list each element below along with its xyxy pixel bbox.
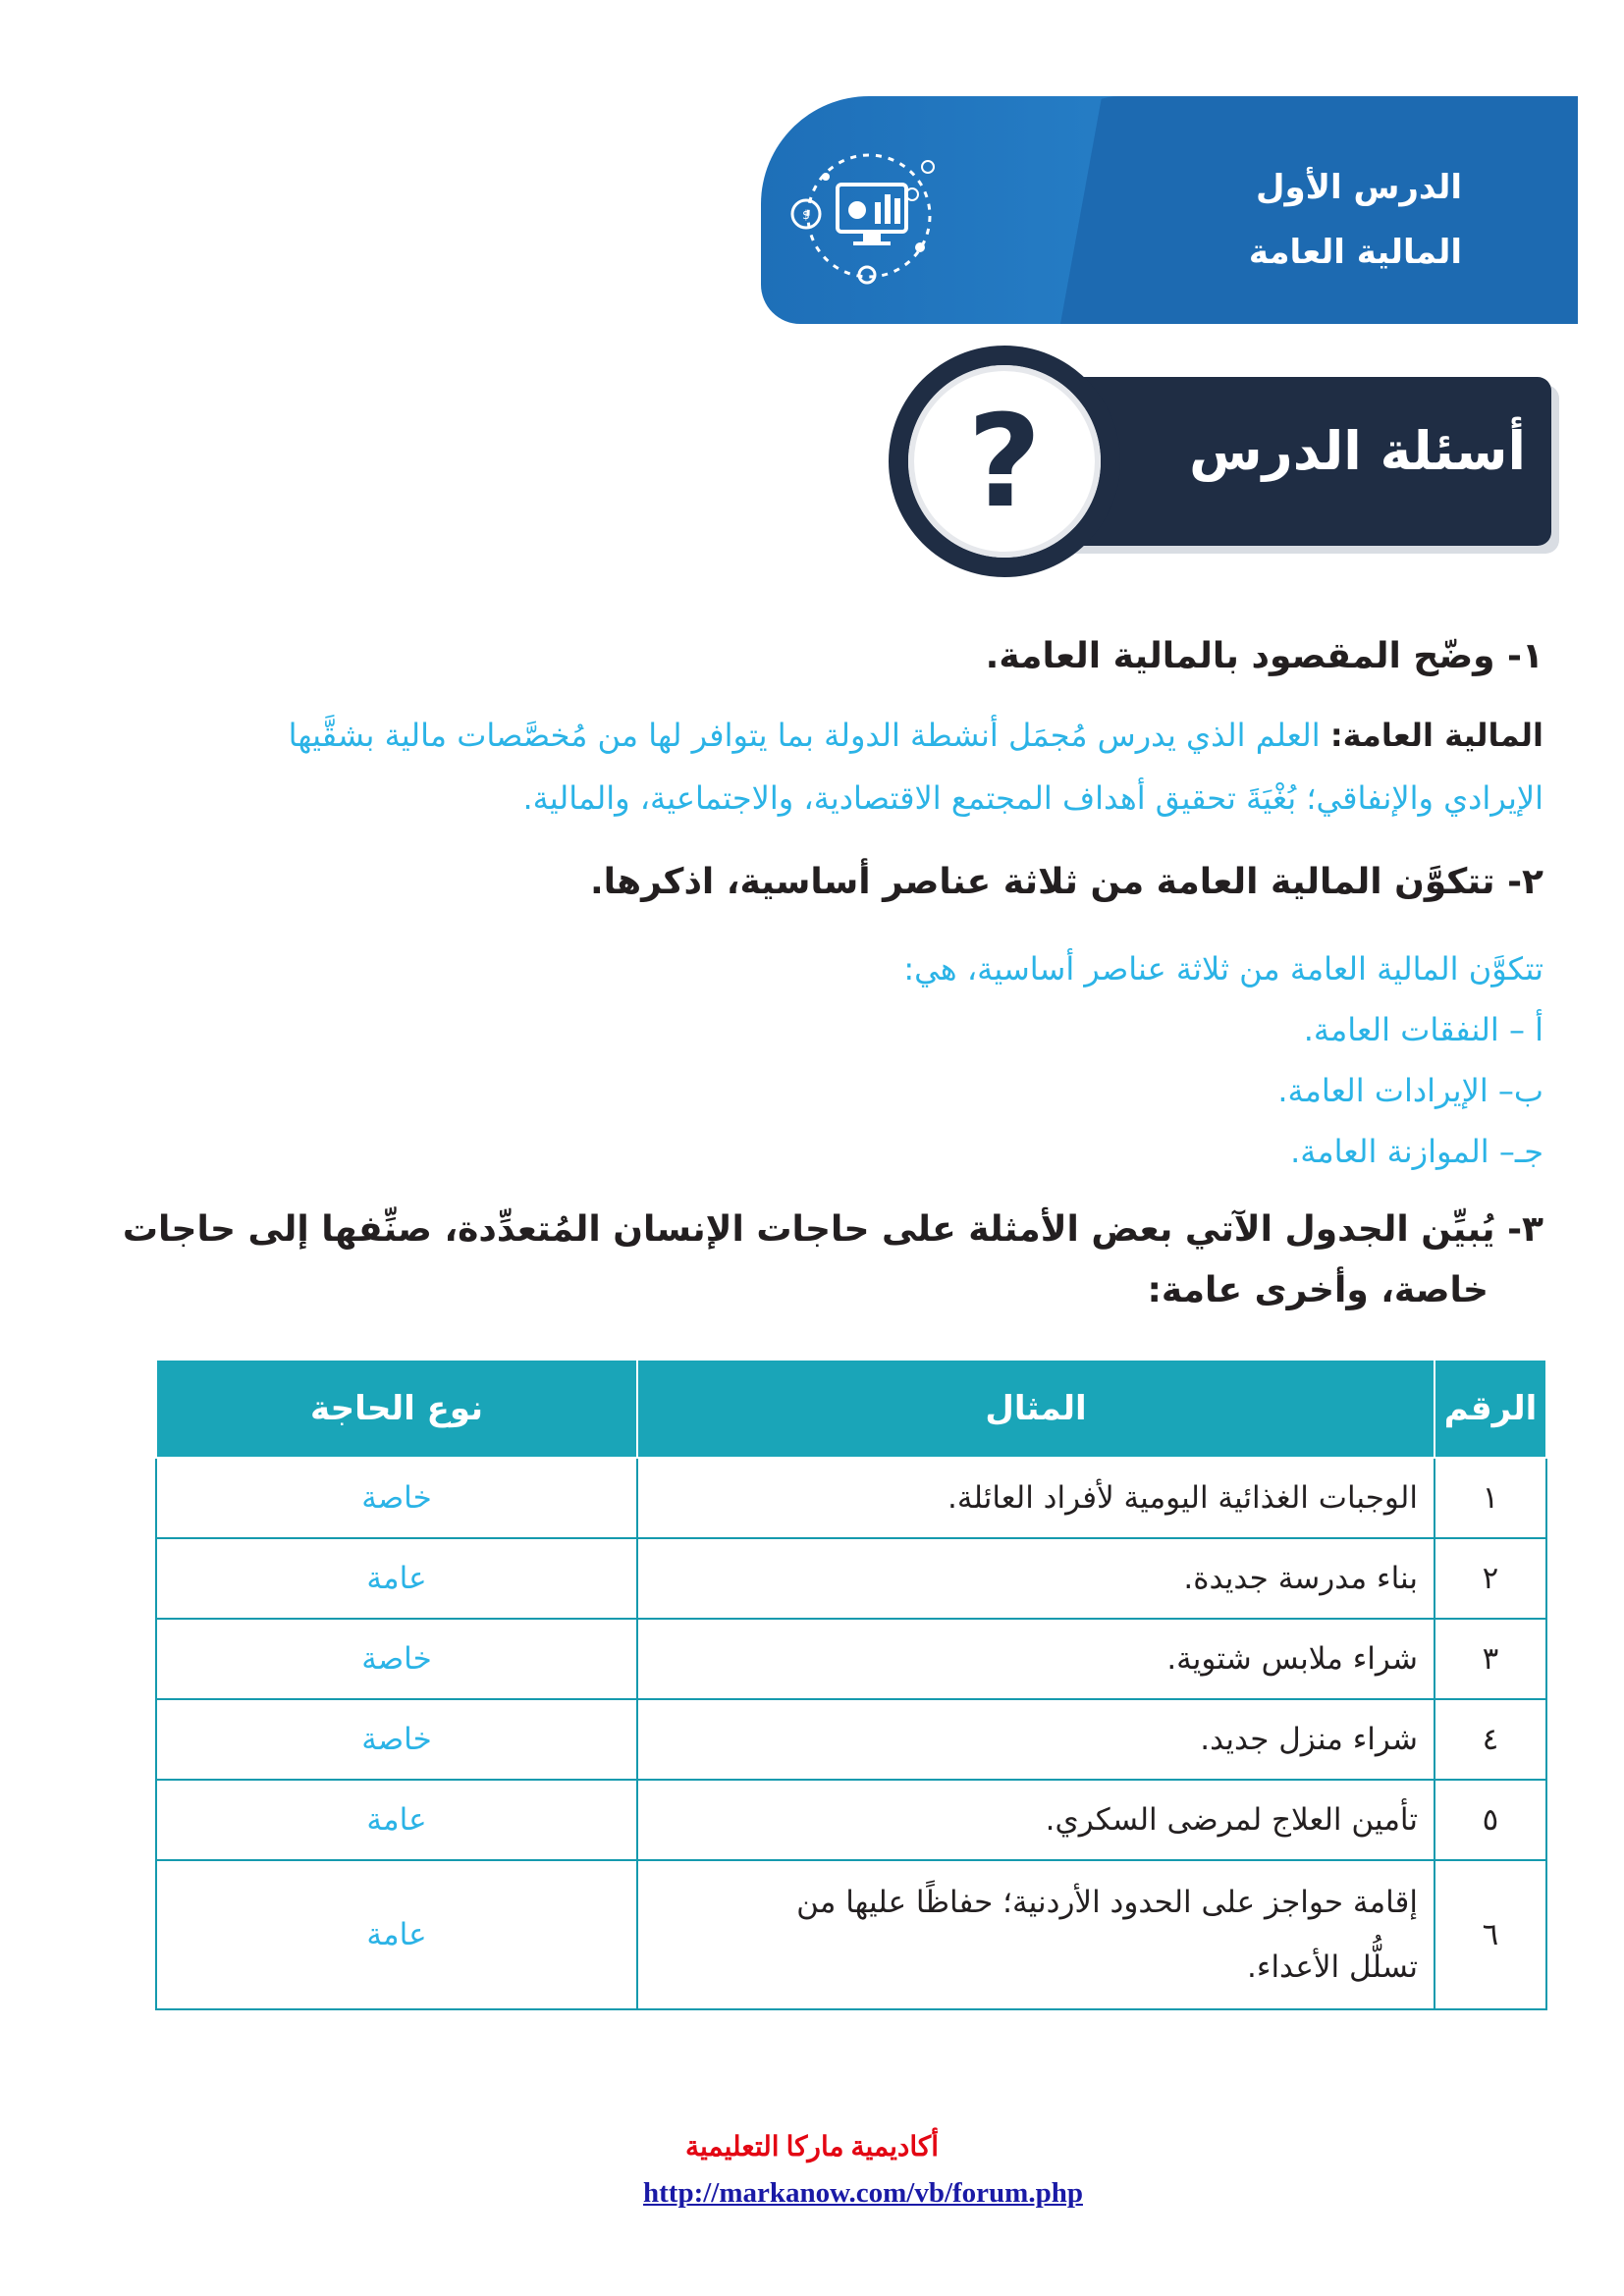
cell-num: ٣ [1435, 1619, 1546, 1699]
cell-example: الوجبات الغذائية اليومية لأفراد العائلة. [637, 1458, 1435, 1538]
question-2: ٢- تتكوَّن المالية العامة من ثلاثة عناصر أساسية، اذكرها. [589, 862, 1543, 902]
table-row [156, 1780, 1546, 1860]
table-row [156, 1619, 1546, 1699]
question-3-line-1: ٣- يُبيِّن الجدول الآتي بعض الأمثلة على حاجات الإنسان المُتعدِّدة، صنِّفها إلى حاجات [122, 1209, 1543, 1250]
cell-example-line-1: إقامة حواجز على الحدود الأردنية؛ حفاظًا عليها من [796, 1885, 1418, 1920]
cell-type: عامة [156, 1538, 637, 1619]
cell-example [637, 1860, 1435, 2009]
question-1: ١- وضّح المقصود بالمالية العامة. [985, 636, 1543, 676]
lesson-heading [1249, 155, 1462, 285]
cell-num: ٦ [1435, 1860, 1546, 2009]
table-row [156, 1458, 1546, 1538]
lesson-label: الدرس الأول [1256, 168, 1462, 207]
finance-illustration-icon [781, 137, 957, 294]
cell-type: خاصة [156, 1699, 637, 1780]
cell-num: ٥ [1435, 1780, 1546, 1860]
table-row [156, 1860, 1546, 2009]
answer-1-line-1 [289, 717, 1543, 754]
answer-2-item: أ – النفقات العامة. [1303, 1011, 1543, 1048]
cell-example: شراء منزل جديد. [637, 1699, 1435, 1780]
header-example: المثال [637, 1360, 1435, 1458]
answer-2-item: ب– الإيرادات العامة. [1277, 1072, 1543, 1109]
cell-example: شراء ملابس شتوية. [637, 1619, 1435, 1699]
question-3-line-2: خاصة، وأخرى عامة: [1147, 1270, 1489, 1310]
cell-num: ٤ [1435, 1699, 1546, 1780]
footer-academy-name: أكاديمية ماركا التعليمية [684, 2132, 940, 2163]
table-row [156, 1538, 1546, 1619]
lesson-title: المالية العامة [1248, 233, 1462, 272]
section-title: أسئلة الدرس [1189, 420, 1526, 482]
answer-1-term: المالية العامة: [1329, 717, 1543, 754]
answer-2-item: جـ– الموازنة العامة. [1290, 1133, 1543, 1170]
table-row [156, 1699, 1546, 1780]
cell-num: ١ [1435, 1458, 1546, 1538]
needs-table [155, 1359, 1547, 2010]
table-header-row [156, 1360, 1546, 1458]
cell-num: ٢ [1435, 1538, 1546, 1619]
footer-forum-link[interactable]: http://markanow.com/vb/forum.php [643, 2177, 1083, 2209]
answer-2-intro: تتكوَّن المالية العامة من ثلاثة عناصر أساسية، هي: [903, 950, 1543, 988]
svg-text:$: $ [802, 208, 810, 222]
header-num: الرقم [1435, 1360, 1546, 1458]
question-mark-icon: ? [908, 365, 1101, 558]
cell-type: خاصة [156, 1458, 637, 1538]
cell-type: خاصة [156, 1619, 637, 1699]
cell-example-line-2: تسلُّل الأعداء. [1247, 1949, 1418, 1985]
cell-type: عامة [156, 1780, 637, 1860]
cell-example: تأمين العلاج لمرضى السكري. [637, 1780, 1435, 1860]
answer-1-line-2: الإيرادي والإنفاقي؛ بُغْيَةَ تحقيق أهداف المجتمع الاقتصادية، والاجتماعية، والمالية. [522, 779, 1543, 817]
cell-example: بناء مدرسة جديدة. [637, 1538, 1435, 1619]
answer-1-text: العلم الذي يدرس مُجمَل أنشطة الدولة بما يتوافر لها من مُخصَّصات مالية بشقَّيها [288, 717, 1321, 754]
header-type: نوع الحاجة [156, 1360, 637, 1458]
cell-type: عامة [156, 1860, 637, 2009]
